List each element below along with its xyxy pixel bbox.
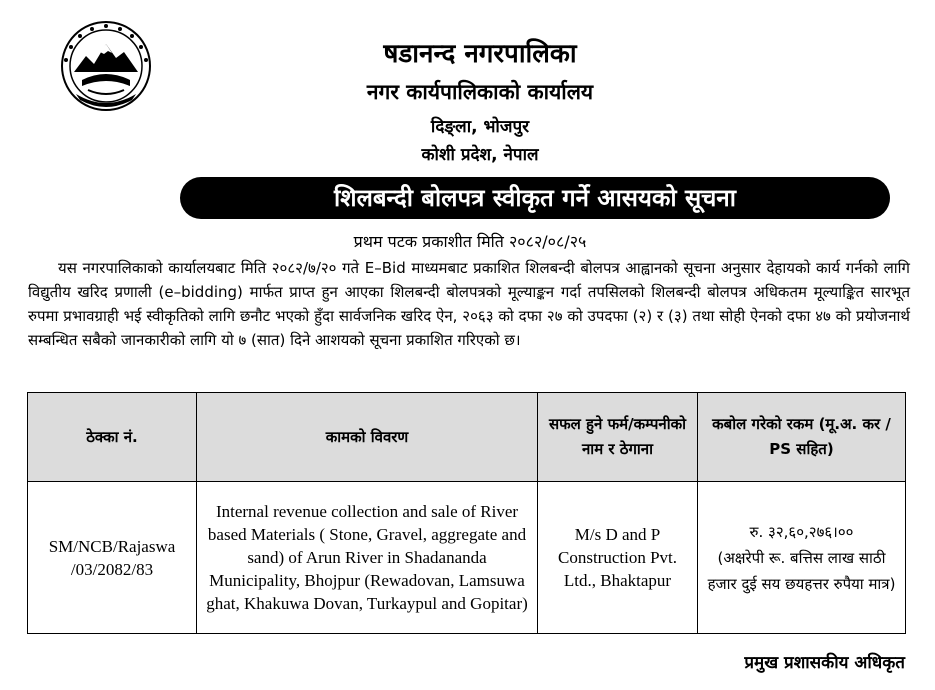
office-name: नगर कार्यपालिकाको कार्यालय [366, 80, 594, 104]
table-header-row [28, 393, 906, 482]
signatory: प्रमुख प्रशासकीय अधिकृत [744, 653, 905, 673]
contract-table [27, 392, 906, 634]
government-emblem-logo [60, 20, 152, 112]
header-successful-firm: सफल हुने फर्म/कम्पनीको नाम र ठेगाना [538, 393, 698, 482]
office-location: दिङ्ला, भोजपुर [430, 117, 530, 137]
bid-amount-cell [698, 482, 906, 634]
header-bid-amount: कबोल गरेको रकम (मू.अ. कर / PS सहित) [698, 393, 906, 482]
work-description: Internal revenue collection and sale of River based Materials ( Stone, Gravel, aggregate and sand) of Arun River in Shadananda Municipality, Bhojpur (Rewadovan, Lamsuwa ghat, Khakuwa Dovan, Turkaypul and Gopitar) [197, 482, 538, 634]
office-province: कोशी प्रदेश, नेपाल [421, 145, 539, 165]
bid-amount: रु. ३२,६०,२७६।०० [749, 522, 854, 541]
table-row [28, 482, 906, 634]
notice-body [28, 256, 910, 352]
bid-amount-in-words: (अक्षरेपी रू. बत्तिस लाख साठी हजार दुई सय छयहत्तर रुपैया मात्र) [707, 548, 896, 593]
first-published-date: प्रथम पटक प्रकाशीत मिति २०८२/०८/२५ [353, 232, 587, 251]
municipality-name: षडानन्द नगरपालिका [383, 39, 577, 69]
contract-number: SM/NCB/Rajaswa /03/2082/83 [28, 482, 197, 634]
notice-body-text: यस नगरपालिकाको कार्यालयबाट मिति २०८२/७/२० गते E–Bid माध्यमबाट प्रकाशित शिलबन्दी बोलपत्र आह्वानको सूचना अनुसार देहायको कार्य गर्नको लागि विद्युतीय खरिद प्रणाली (e–bidding) मार्फत प्राप्त हुन आएका शिलबन्दी बोलपत्रको मूल्याङ्कन गर्दा तपसिलको शिलबन्दी बोलपत्र अधिकतम मूल्याङ्कित सारभूत रुपमा प्रभावग्राही भई स्वीकृतिको लागि छनौट भएको हुँदा सार्वजनिक खरिद ऐन, २०६३ को दफा २७ को उपदफा (२) र (३) तथा सोही ऐनको दफा ४७ को प्रयोजनार्थ सम्बन्धित सबैको जानकारीको लागि यो ७ (सात) दिने आशयको सूचना प्रकाशित गरिएको छ। [28, 259, 910, 349]
header-contract-no: ठेक्का नं. [28, 393, 197, 482]
successful-firm: M/s D and P Construction Pvt. Ltd., Bhaktapur [538, 482, 698, 634]
header-work-description: कामको विवरण [197, 393, 538, 482]
notice-title-banner: शिलबन्दी बोलपत्र स्वीकृत गर्ने आसयको सूचना [180, 177, 890, 219]
